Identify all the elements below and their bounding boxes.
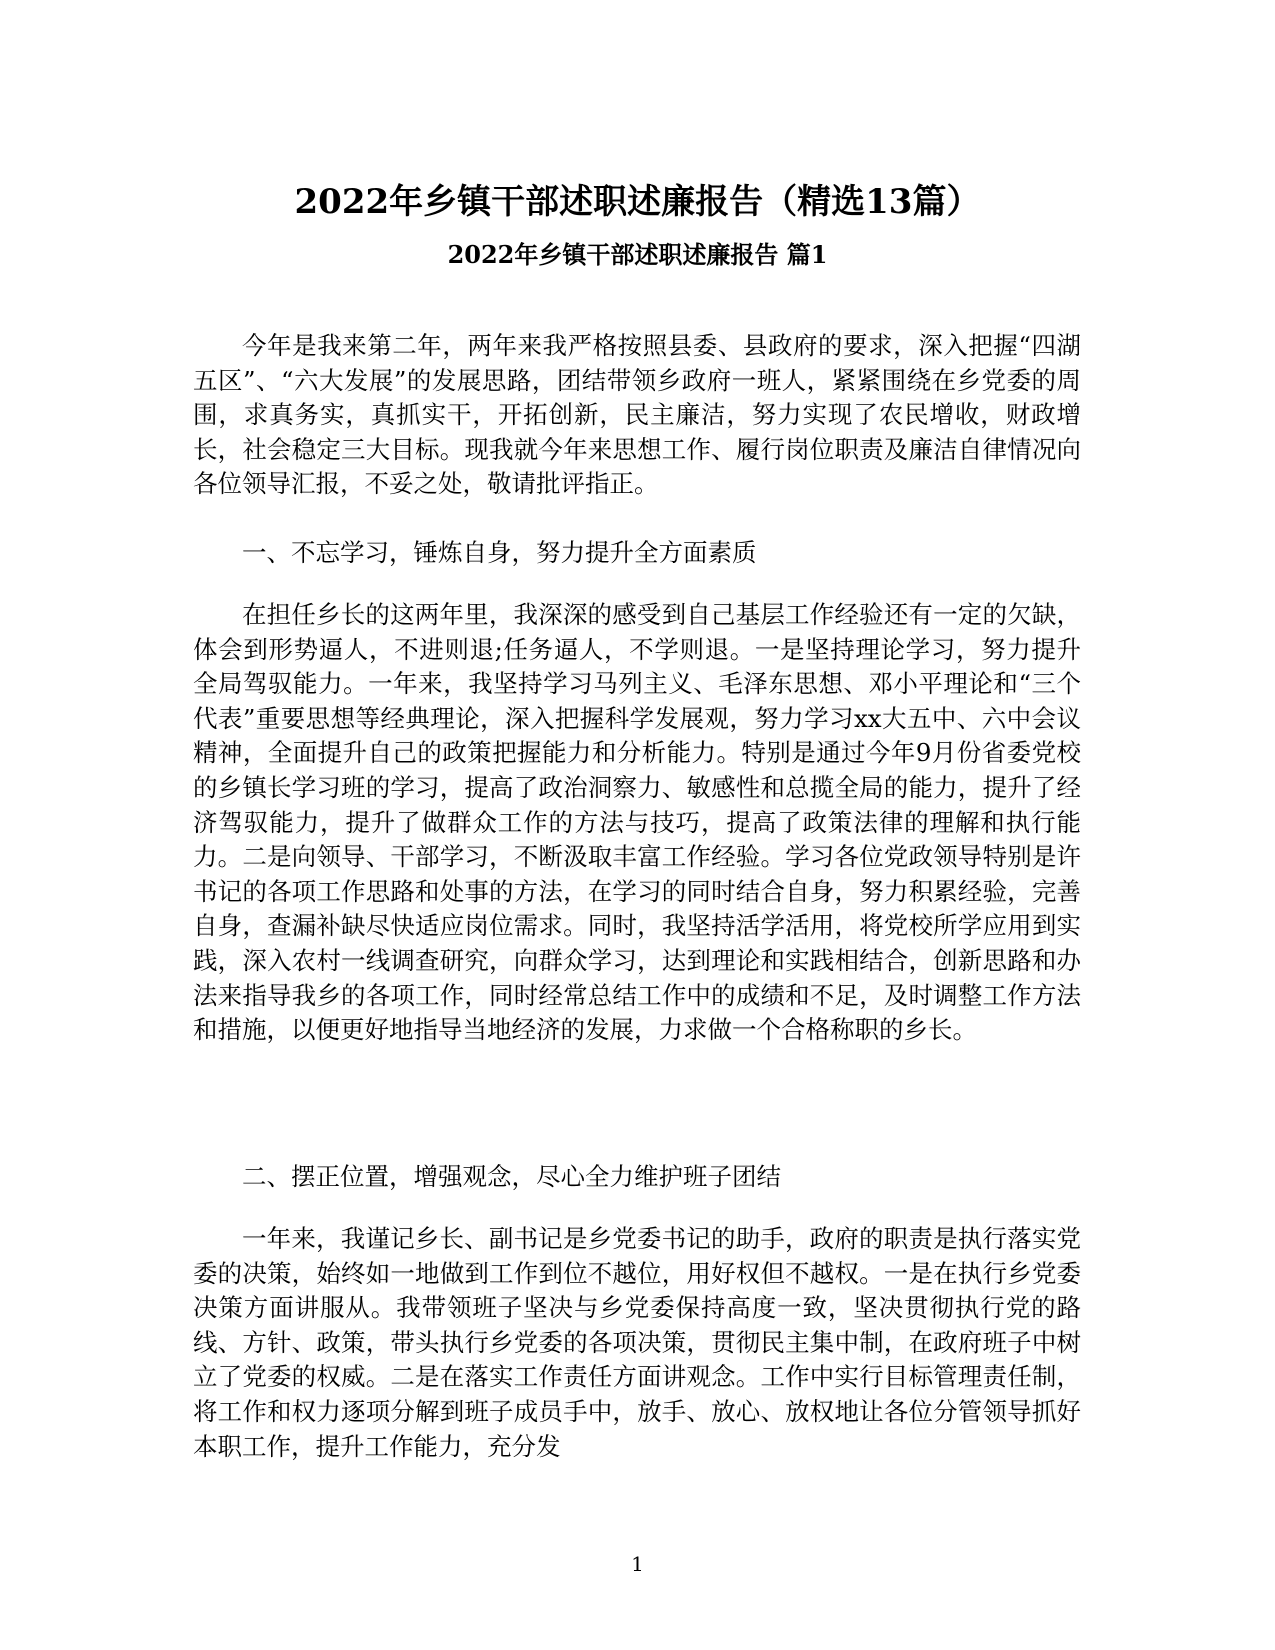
paragraph-position: 一年来，我谨记乡长、副书记是乡党委书记的助手，政府的职责是执行落实党委的决策，始终如一地做到工作到位不越位，用好权但不越权。一是在执行乡党委决策方面讲服从。我带领班子坚决与乡党委保持高度一致，坚决贯彻执行党的路线、方针、政策，带头执行乡党委的各项决策，贯彻民主集中制，在政府班子中树立了党委的权威。二是在落实工作责任方面讲观念。工作中实行目标管理责任制，将工作和权力逐项分解到班子成员手中，放手、放心、放权地让各位分管领导抓好本职工作，提升工作能力，充分发 <box>193 1224 1081 1461</box>
document-title: 2022年乡镇干部述职述廉报告（精选13篇） <box>294 182 981 222</box>
section-title: 2022年乡镇干部述职述廉报告 篇1 <box>447 240 828 269</box>
page-number: 1 <box>631 1552 644 1576</box>
subheading-study: 一、不忘学习，锤炼自身，努力提升全方面素质 <box>242 538 757 567</box>
subheading-position: 二、摆正位置，增强观念，尽心全力维护班子团结 <box>242 1162 781 1191</box>
paragraph-study: 在担任乡长的这两年里，我深深的感受到自己基层工作经验还有一定的欠缺，体会到形势逼人，不进则退;任务逼人，不学则退。一是坚持理论学习，努力提升全局驾驭能力。一年来，我坚持学习马列主义、毛泽东思想、邓小平理论和“三个代表”重要思想等经典理论，深入把握科学发展观，努力学习xx大五中、六中会议精神，全面提升自己的政策把握能力和分析能力。特别是通过今年9月份省委党校的乡镇长学习班的学习，提高了政治洞察力、敏感性和总揽全局的能力，提升了经济驾驭能力，提升了做群众工作的方法与技巧，提高了政策法律的理解和执行能力。二是向领导、干部学习，不断汲取丰富工作经验。学习各位党政领导特别是许书记的各项工作思路和处事的方法，在学习的同时结合自身，努力积累经验，完善自身，查漏补缺尽快适应岗位需求。同时，我坚持活学活用，将党校所学应用到实践，深入农村一线调查研究，向群众学习，达到理论和实践相结合，创新思路和办法来指导我乡的各项工作，同时经常总结工作中的成绩和不足，及时调整工作方法和措施，以便更好地指导当地经济的发展，力求做一个合格称职的乡长。 <box>193 600 1081 1045</box>
paragraph-intro: 今年是我来第二年，两年来我严格按照县委、县政府的要求，深入把握“四湖五区”、“六大发展”的发展思路，团结带领乡政府一班人，紧紧围绕在乡党委的周围，求真务实，真抓实干，开拓创新，民主廉洁，努力实现了农民增收，财政增长，社会稳定三大目标。现我就今年来思想工作、履行岗位职责及廉洁自律情况向各位领导汇报，不妥之处，敬请批评指正。 <box>193 331 1081 499</box>
